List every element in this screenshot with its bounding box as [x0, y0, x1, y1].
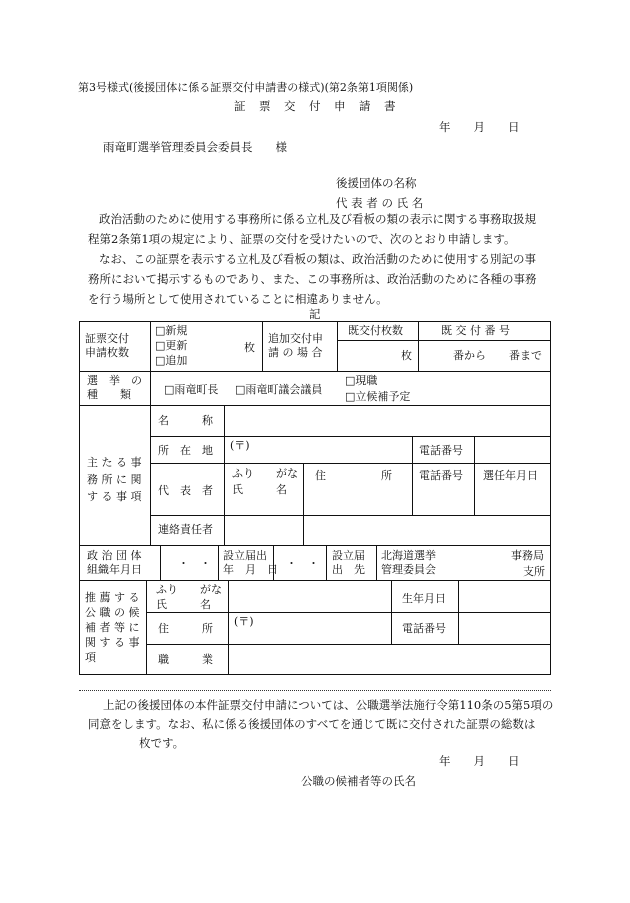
office-name-label: 名 称 — [158, 414, 213, 427]
range-to: 番まで — [509, 349, 542, 362]
org-date-label: 政 治 団 体 組織年月日 — [87, 549, 142, 576]
addressee: 雨竜町選挙管理委員会委員長 様 — [103, 140, 287, 154]
ki-label: 記 — [309, 307, 321, 321]
rep-phone-label: 電話番号 — [419, 469, 463, 482]
election-type-label: 選 挙 の 種 類 — [87, 374, 142, 401]
issued-count-header: 既交付枚数 — [348, 324, 403, 337]
sheets-unit: 枚 — [244, 341, 255, 354]
mayor-checkbox[interactable]: □雨竜町長 — [164, 383, 219, 396]
candidate-signature-label: 公職の候補者等の氏名 — [301, 774, 416, 788]
rep-furigana-label: ふり がな — [232, 467, 298, 480]
issue-count-label: 証票交付 申請枚数 — [85, 332, 129, 359]
org-name-label: 後援団体の名称 — [336, 176, 417, 190]
consent-line2: 同意をします。なお、私に係る後援団体のすべてを通じて既に交付された証票の総数は — [88, 717, 536, 731]
para2-line2: 務所において掲示するものであり、また、この事務所は、政治活動のために各種の事務 — [88, 272, 537, 286]
candidate-name-label: 氏 名 — [156, 598, 211, 611]
secretariat-label: 事務局 — [511, 549, 544, 562]
para2-line1: なお、この証票を表示する立札及び看板の類は、政治活動のために使用する別記の事 — [99, 252, 536, 266]
para1-line1: 政治活動のために使用する事務所に係る立札及び看板の類の表示に関する事務取扱規 — [99, 212, 536, 226]
contact-person-label: 連絡責任者 — [158, 523, 213, 536]
form-number: 第3号様式(後援団体に係る証票交付申請書の様式)(第2条第1項関係) — [78, 81, 414, 94]
office-postal[interactable]: (〒) — [230, 439, 250, 452]
candidate-postal[interactable]: (〒) — [234, 615, 254, 628]
occupation-label: 職 業 — [158, 653, 213, 666]
council-checkbox[interactable]: □雨竜町議会議員 — [235, 383, 323, 396]
issued-number-header: 既 交 付 番 号 — [441, 324, 510, 337]
candidate-section-label: 推 薦 す る 公 職 の 候 補 者 等 に 関 す る 事 項 — [85, 591, 140, 664]
renew-checkbox[interactable]: □更新 — [155, 339, 188, 352]
filing-dest-label: 設立届 出 先 — [332, 549, 365, 576]
candidate-address-label: 住 所 — [158, 622, 213, 635]
candidate-phone-label: 電話番号 — [402, 622, 446, 635]
birth-date-label: 生年月日 — [402, 592, 446, 605]
consent-date[interactable]: 年 月 日 — [439, 754, 520, 768]
consent-line1: 上記の後援団体の本件証票交付申請については、公職選挙法施行令第110条の5第5項の — [103, 698, 554, 712]
cut-line-divider — [79, 690, 551, 691]
rep-address-label: 住 所 — [315, 469, 392, 482]
rep-name-label: 代 表 者 の 氏 名 — [336, 196, 424, 210]
election-committee: 北海道選挙 管理委員会 — [381, 549, 436, 576]
count-unit: 枚 — [401, 349, 412, 362]
office-section-label: 主 た る 事 務 所 に 関 す る 事 項 — [87, 456, 142, 503]
date-field[interactable]: 年 月 日 — [439, 120, 520, 134]
current-checkbox[interactable]: □現職 — [345, 374, 378, 387]
form-title: 証 票 交 付 申 請 書 — [234, 99, 397, 113]
rep-label: 代 表 者 — [158, 484, 213, 497]
range-from: 番から — [453, 349, 486, 362]
para1-line2: 程第2条第1項の規定により、証票の交付を受けたいので、次のとおり申請します。 — [88, 232, 516, 246]
new-checkbox[interactable]: □新規 — [155, 324, 188, 337]
candidate-furigana-label: ふり がな — [156, 583, 222, 596]
rep-name-cell-label: 氏 名 — [232, 483, 287, 496]
setup-date-label: 設立届出 年 月 日 — [223, 549, 278, 576]
org-date-dots[interactable]: ・ ・ — [178, 557, 211, 570]
setup-date-dots[interactable]: ・ ・ — [286, 557, 319, 570]
consent-line3: 枚です。 — [139, 736, 185, 750]
elected-date-label: 選任年月日 — [483, 469, 538, 482]
branch-label: 支所 — [523, 565, 545, 578]
office-phone-label: 電話番号 — [419, 444, 463, 457]
para2-line3: を行う場所として使用されていることに相違ありません。 — [88, 292, 388, 306]
office-address-label: 所 在 地 — [158, 444, 213, 457]
add-checkbox[interactable]: □追加 — [155, 354, 188, 367]
additional-case-label: 追加交付申 請 の 場 合 — [268, 332, 323, 359]
candidate-checkbox[interactable]: □立候補予定 — [345, 390, 411, 403]
